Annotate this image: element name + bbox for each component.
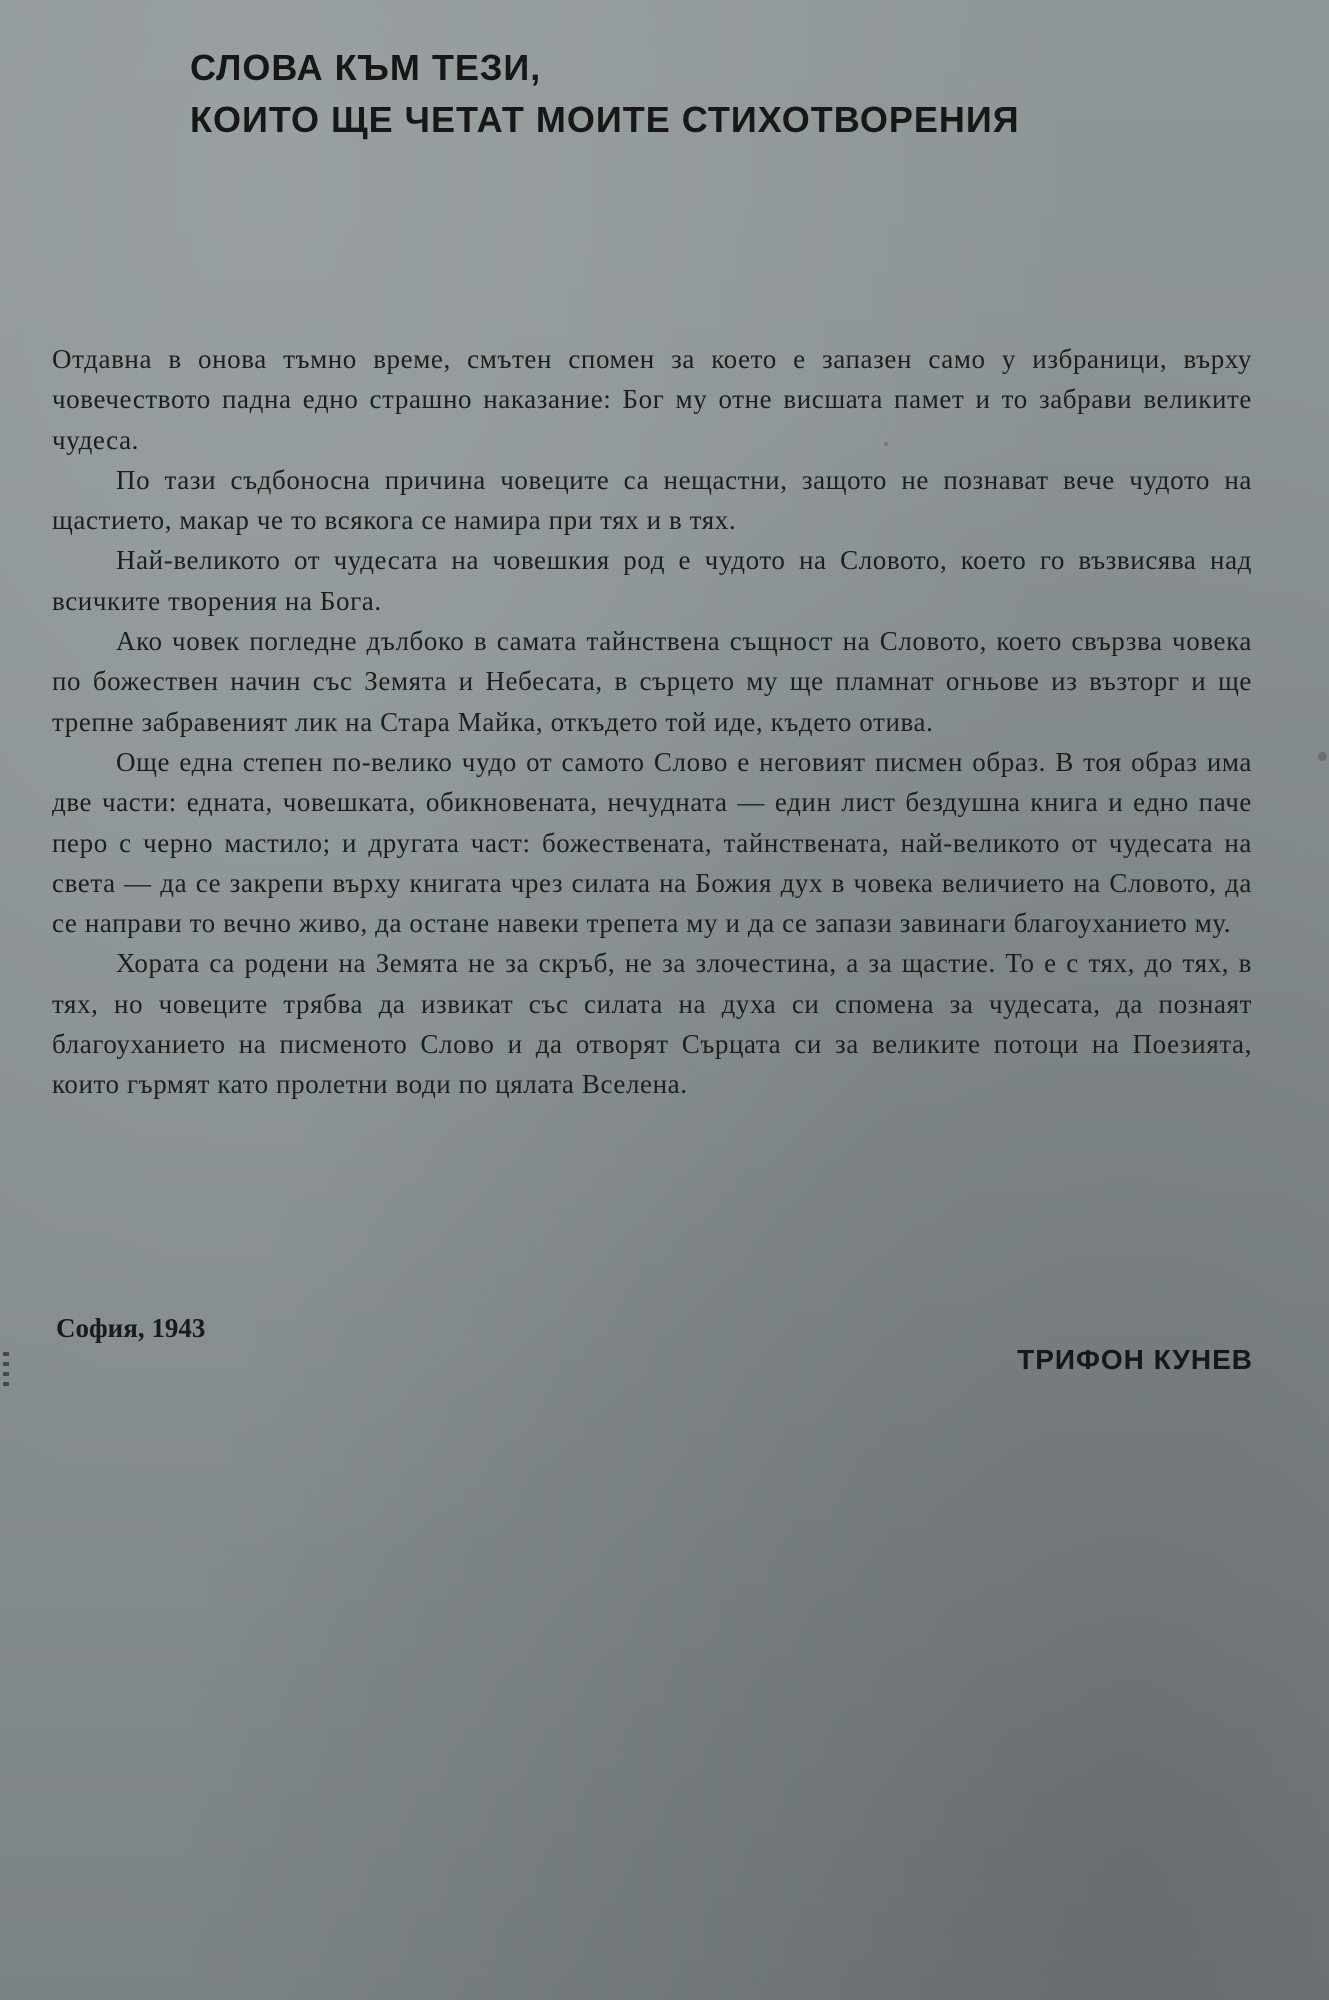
body-text — [52, 339, 1252, 1105]
paragraph: Отдавна в онова тъмно време, смътен спомен за което е запазен само у избраници, върху човечеството падна едно страшно наказание: Бог му отне висшата памет и то забрави великите чудеса. — [52, 344, 1252, 455]
paper-speck — [1318, 752, 1327, 761]
author-signature: ТРИФОН КУНЕВ — [1017, 1344, 1253, 1375]
paper-speck — [884, 442, 888, 446]
paragraph: Най-великото от чудесата на човешкия род е чудото на Словото, което го възвисява над всичките творения на Бога. — [52, 545, 1252, 616]
paragraph: По тази съдбоносна причина човеците са нещастни, защото не познават вече чудото на щастието, макар че то всякога се намира при тях и в тях. — [52, 464, 1252, 536]
paragraph: Още една степен по-велико чудо от самото Слово е неговият писмен образ. В тоя образ има две части: едната, човешката, обикновената, нечудната — един лист бездушна книга и едно паче перо с черно мастило; и другата част: божествената, тайнствената, най-великото от чудесата на света — да се закрепи върху книгата чрез силата на Божия дух в човека величието на Словото, да се направи то вечно живо, да остане навеки трепета му и да се запази завинаги благоуханието му. — [52, 746, 1252, 939]
title-line: СЛОВА КЪМ ТЕЗИ, — [190, 47, 542, 88]
page-title — [190, 42, 1020, 146]
title-line: КОИТО ЩЕ ЧЕТАТ МОИТЕ СТИХОТВОРЕНИЯ — [190, 99, 1020, 140]
paragraph: Ако човек погледне дълбоко в самата тайнствена същност на Словото, което свързва човека по божествен начин със Земята и Небесата, в сърцето му ще пламнат огньове из възторг и ще трепне забравеният лик на Стара Майка, откъдето той иде, където отива. — [52, 626, 1252, 737]
page-edge-mark — [3, 1352, 9, 1388]
place-date: София, 1943 — [56, 1313, 206, 1343]
paragraph: Хората са родени на Земята не за скръб, не за злочестина, а за щастие. То е с тях, до тях, в тях, но човеците трябва да извикат със силата на духа си спомена за чудесата, да познаят благоуханието на писменото Слово и да отворят Сърцата си за великите потоци на Поезията, които гърмят като пролетни води по цялата Вселена. — [52, 948, 1252, 1100]
